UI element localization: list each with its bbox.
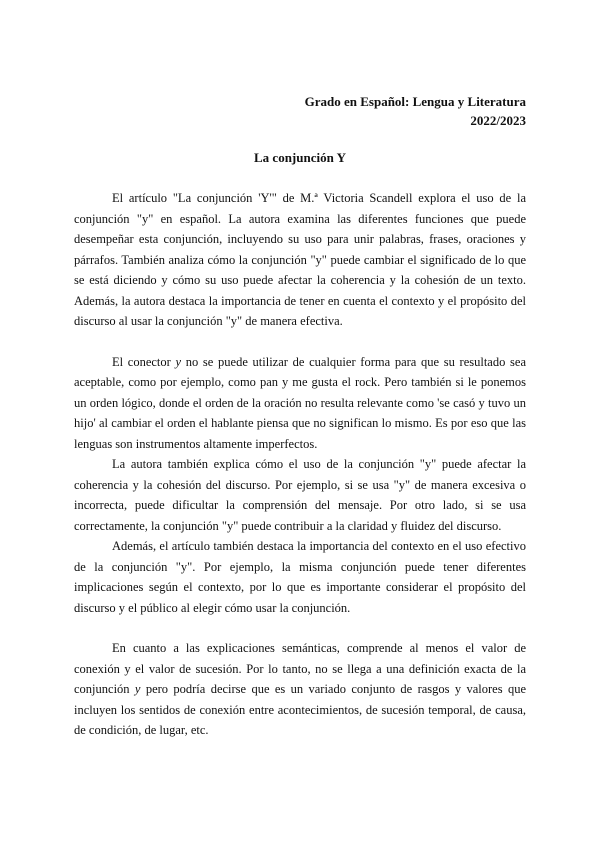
- paragraph: El conector y no se puede utilizar de cualquier forma para que su resultado sea aceptable, como por ejemplo, como pan y me gusta el rock. Pero también si le ponemos un orden lógico, donde el orden de la oración no resulta relevante como 'se casó y tuvo un hijo' al cambiar el orden el hablante piensa que no significan lo mismo. Es por eso que las lenguas son instrumentos altamente imperfectos.: [74, 354, 526, 451]
- document-title: La conjunción Y: [254, 150, 346, 165]
- paragraph: Además, el artículo también destaca la importancia del contexto en el uso efectivo de la conjunción "y". Por ejemplo, la misma conjunción puede tener diferentes implicaciones según el contexto, por lo que es importante considerar el propósito del discurso y el público al elegir cómo usar la conjunción.: [74, 539, 526, 615]
- paragraph: El artículo "La conjunción 'Y'" de M.ª Victoria Scandell explora el uso de la conjunción "y" en español. La autora examina las diferentes funciones que puede desempeñar esta conjunción, incluyendo su uso para unir palabras, frases, oraciones y párrafos. También analiza cómo la conjunción "y" puede cambiar el significado de lo que se está diciendo y cómo su uso puede afectar la coherencia y la cohesión de un texto. Además, la autora destaca la importancia de tener en cuenta el contexto y el propósito del discurso al usar la conjunción "y" de manera efectiva.: [74, 191, 526, 328]
- academic-year: 2022/2023: [470, 113, 526, 128]
- paragraph: En cuanto a las explicaciones semánticas, comprende al menos el valor de conexión y el valor de sucesión. Por lo tanto, no se llega a una definición exacta de la conjunción y pero podría decirse que es un variado conjunto de rasgos y valores que incluyen los sentidos de conexión entre acontecimientos, de sucesión temporal, de causa, de condición, de lugar, etc.: [74, 641, 526, 737]
- document-body: [74, 188, 526, 741]
- paragraph: La autora también explica cómo el uso de la conjunción "y" puede afectar la coherencia y la cohesión del discurso. Por ejemplo, si se usa "y" de manera excesiva o incorrecta, puede dificultar la comprensión del mensaje. Por otro lado, si se usa correctamente, la conjunción "y" puede contribuir a la claridad y fluidez del discurso.: [74, 457, 526, 533]
- document-header: [305, 92, 526, 130]
- program-name: Grado en Español: Lengua y Literatura: [304, 94, 526, 109]
